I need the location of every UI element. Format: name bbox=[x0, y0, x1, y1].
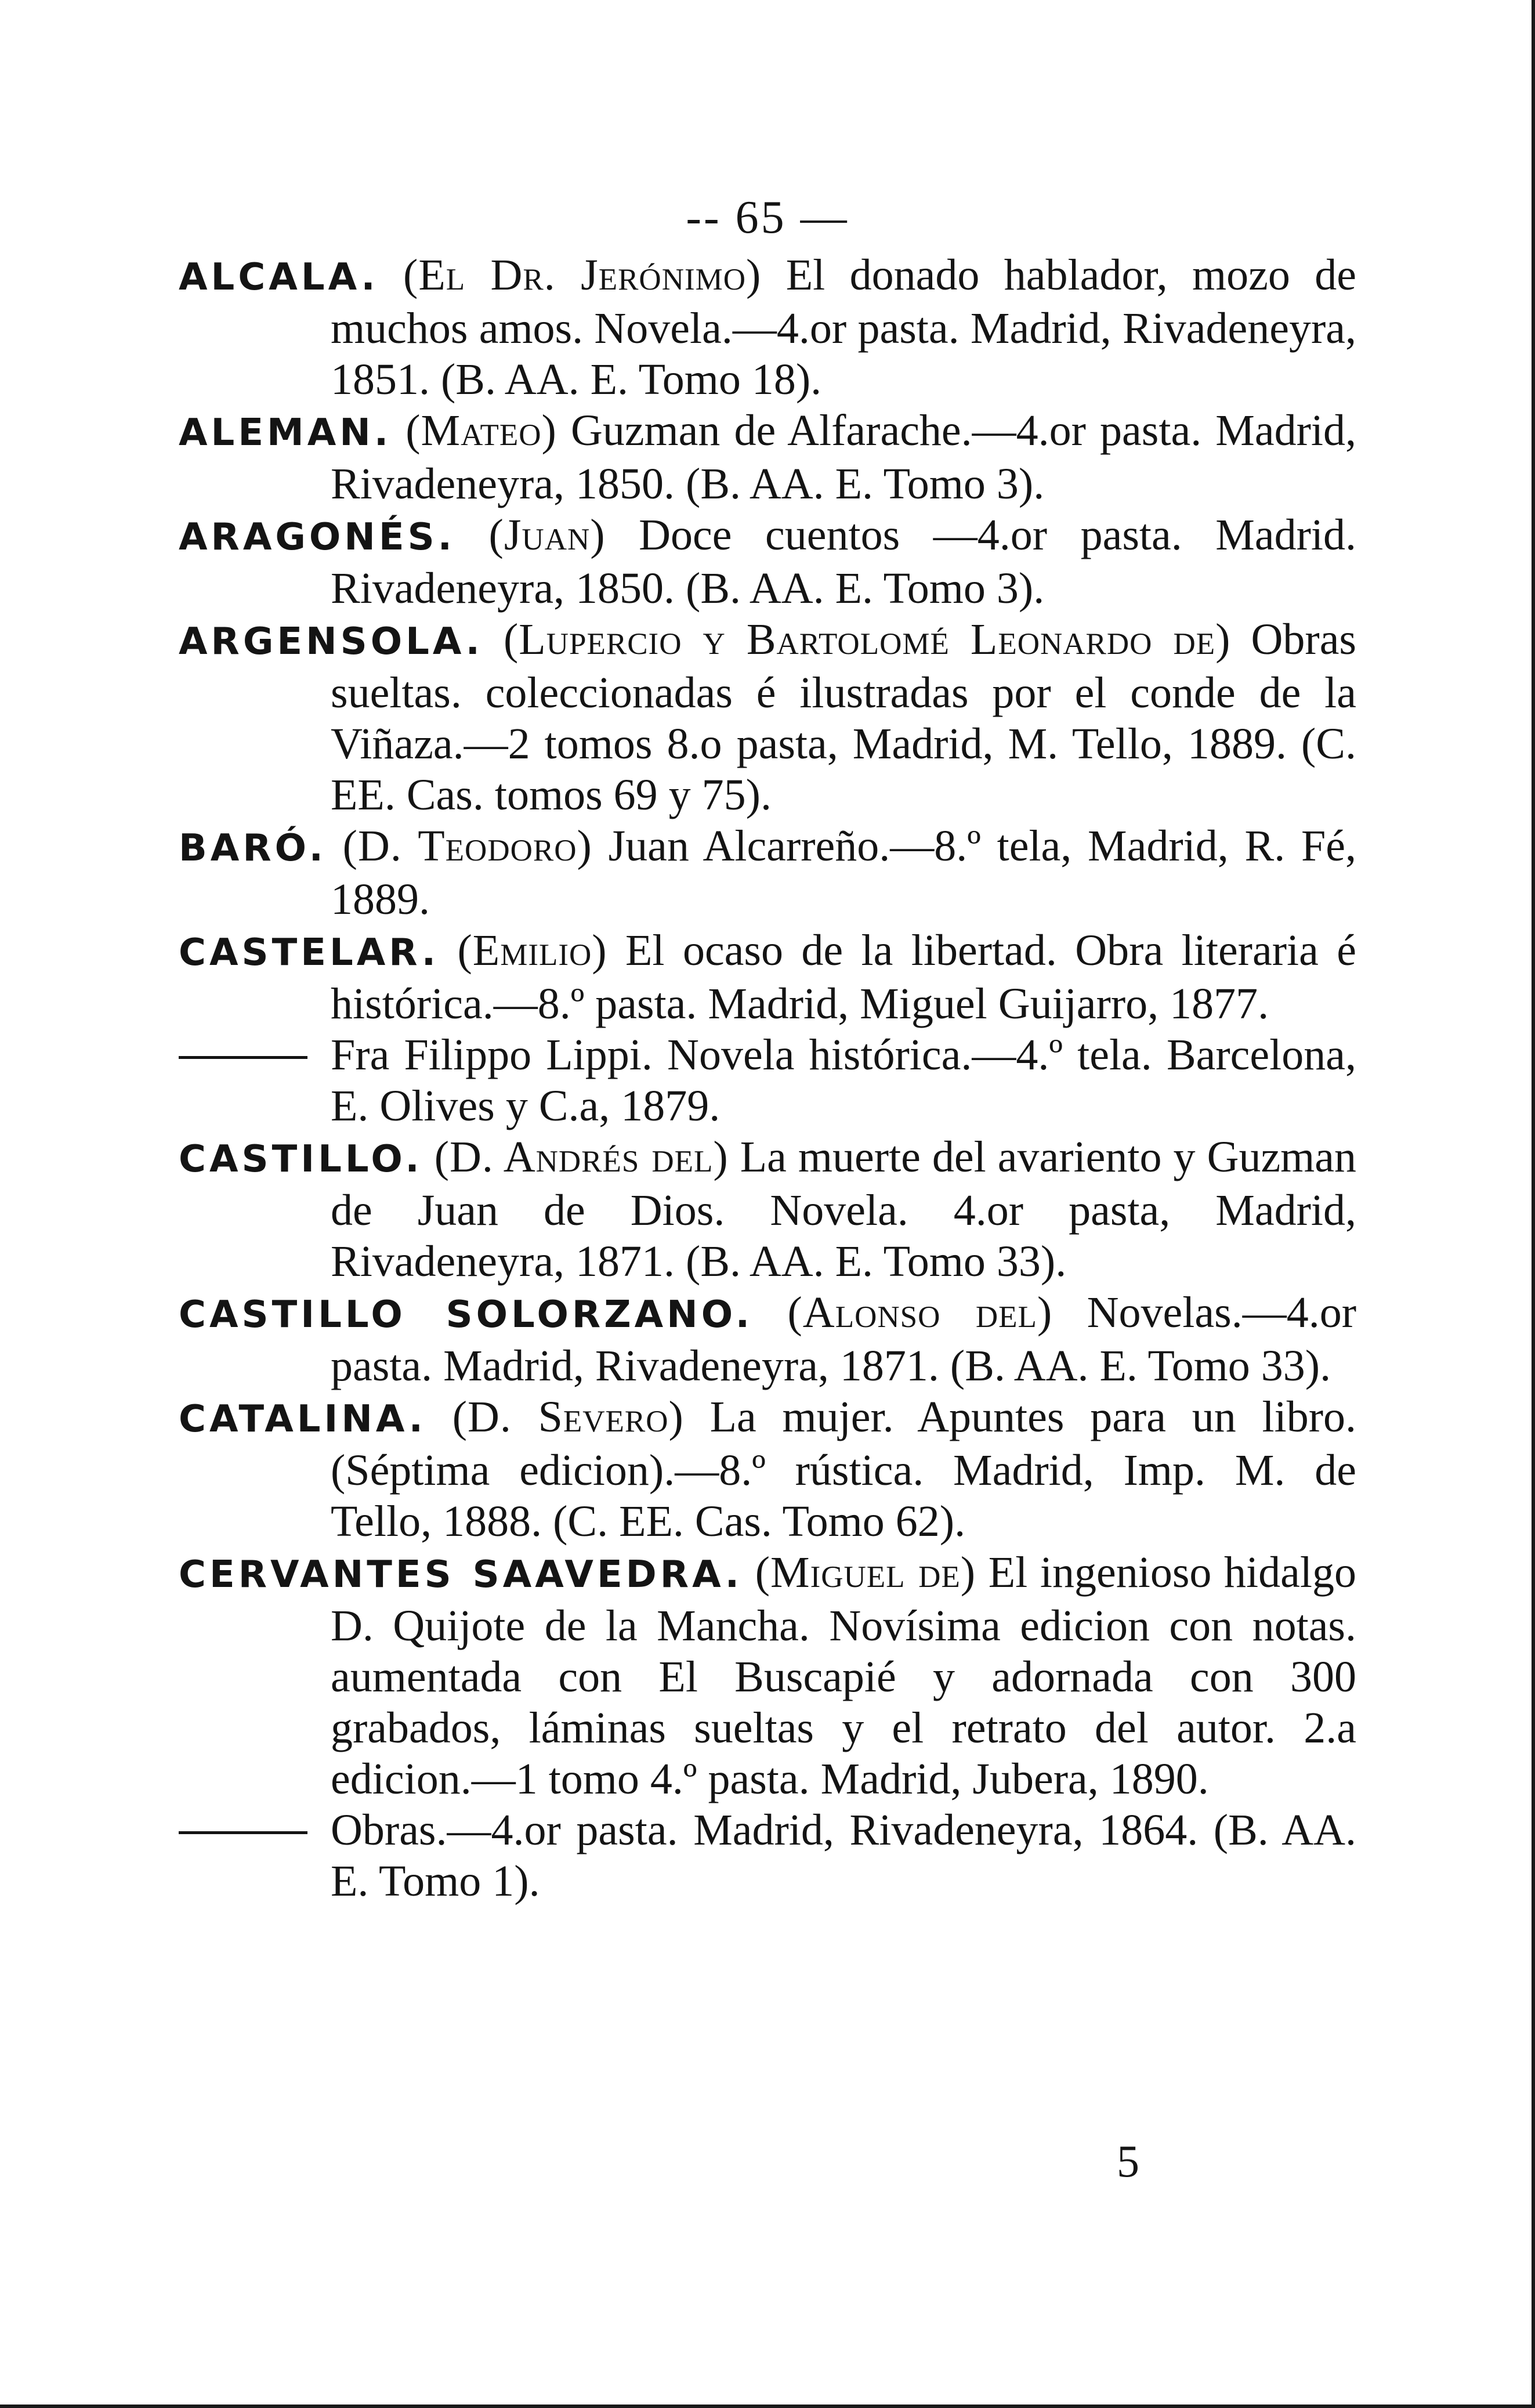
entry-name: (Lupercio y Bartolomé Leonardo de) bbox=[504, 615, 1231, 664]
entry-text: El donado hablador, mozo de muchos amos. Novela.—4.or pasta. Madrid, Rivadeneyra, 1851. (B. AA. E. Tomo 18). bbox=[331, 251, 1357, 404]
entry-author: ALEMAN. bbox=[179, 411, 392, 454]
entry-argensola bbox=[179, 614, 1356, 820]
entry-castillo-solorzano bbox=[179, 1287, 1356, 1391]
signature-mark: 5 bbox=[1117, 2136, 1139, 2186]
entry-name: (Mateo) bbox=[406, 406, 557, 455]
entry-name: (Miguel de) bbox=[755, 1548, 976, 1597]
entry-text: Fra Filippo Lippi. Novela histórica.—4.º tela. Barcelona, E. Olives y C.a, 1879. bbox=[331, 1031, 1356, 1130]
entry-author: ALCALA. bbox=[179, 256, 379, 299]
ditto-dash bbox=[179, 1831, 307, 1834]
entry-name: (Alonso del) bbox=[787, 1288, 1053, 1337]
entry-name: (Emilio) bbox=[457, 926, 607, 975]
entry-text: La muerte del avariento y Guzman de Juan de Dios. Novela. 4.or pasta, Madrid, Rivadeneyra, 1871. (B. AA. E. Tomo 33). bbox=[331, 1133, 1357, 1286]
entry-aleman bbox=[179, 405, 1356, 509]
entry-author: CATALINA. bbox=[179, 1398, 426, 1441]
entry-aragones bbox=[179, 509, 1356, 614]
entry-text: Novelas.—4.or pasta. Madrid, Rivadeneyra, 1871. (B. AA. E. Tomo 33). bbox=[331, 1288, 1357, 1390]
entry-name: (El Dr. Jerónimo) bbox=[403, 251, 762, 299]
bibliography-list bbox=[179, 250, 1356, 1907]
entry-alcala bbox=[179, 250, 1356, 405]
entry-name: (Juan) bbox=[488, 511, 606, 559]
entry-text: Doce cuentos —4.or pasta. Madrid. Rivadeneyra, 1850. (B. AA. E. Tomo 3). bbox=[331, 511, 1357, 613]
entry-text: Obras sueltas. coleccionadas é ilustradas por el conde de la Viñaza.—2 tomos 8.o pasta, Madrid, M. Tello, 1889. (C. EE. Cas. tomos 69 y 75). bbox=[331, 615, 1357, 819]
entry-text: El ingenioso hidalgo D. Quijote de la Mancha. Novísima edicion con notas. aumentada con El Buscapié y adornada con 300 grabados, láminas sueltas y el retrato del autor. 2.a edicion.—1 tomo 4.º pasta. Madrid, Jubera, 1890. bbox=[331, 1548, 1356, 1803]
entry-author: BARÓ. bbox=[179, 827, 327, 870]
entry-text: Obras.—4.or pasta. Madrid, Rivadeneyra, 1864. (B. AA. E. Tomo 1). bbox=[331, 1806, 1356, 1906]
entry-name: (D. Teodoro) bbox=[342, 822, 592, 870]
entry-text: El ocaso de la libertad. Obra literaria é histórica.—8.º pasta. Madrid, Miguel Guijarro, 1877. bbox=[331, 926, 1357, 1028]
entry-castillo bbox=[179, 1131, 1356, 1287]
entry-castelar-continuation bbox=[179, 1029, 1356, 1131]
entry-baro bbox=[179, 820, 1356, 925]
entry-author: CASTILLO SOLORZANO. bbox=[179, 1293, 754, 1336]
entry-author: CASTILLO. bbox=[179, 1138, 423, 1181]
entry-name: (D. Andrés del) bbox=[434, 1133, 729, 1181]
ditto-dash bbox=[179, 1056, 307, 1059]
entry-author: ARAGONÉS. bbox=[179, 516, 455, 559]
entry-name: (D. Severo) bbox=[452, 1393, 684, 1441]
entry-author: CERVANTES SAAVEDRA. bbox=[179, 1553, 743, 1596]
entry-cervantes-continuation bbox=[179, 1805, 1356, 1907]
page-number: -- 65 — bbox=[686, 192, 849, 243]
entry-text: Guzman de Alfarache.—4.or pasta. Madrid, Rivadeneyra, 1850. (B. AA. E. Tomo 3). bbox=[331, 406, 1357, 508]
entry-text: La mujer. Apuntes para un libro. (Séptima edicion).—8.º rústica. Madrid, Imp. M. de Tello, 1888. (C. EE. Cas. Tomo 62). bbox=[331, 1393, 1357, 1546]
entry-text: Juan Alcarreño.—8.º tela, Madrid, R. Fé, 1889. bbox=[331, 822, 1356, 924]
entry-author: CASTELAR. bbox=[179, 931, 440, 974]
entry-cervantes bbox=[179, 1547, 1356, 1805]
entry-castelar bbox=[179, 925, 1356, 1029]
entry-author: ARGENSOLA. bbox=[179, 620, 483, 663]
entry-catalina bbox=[179, 1391, 1356, 1547]
